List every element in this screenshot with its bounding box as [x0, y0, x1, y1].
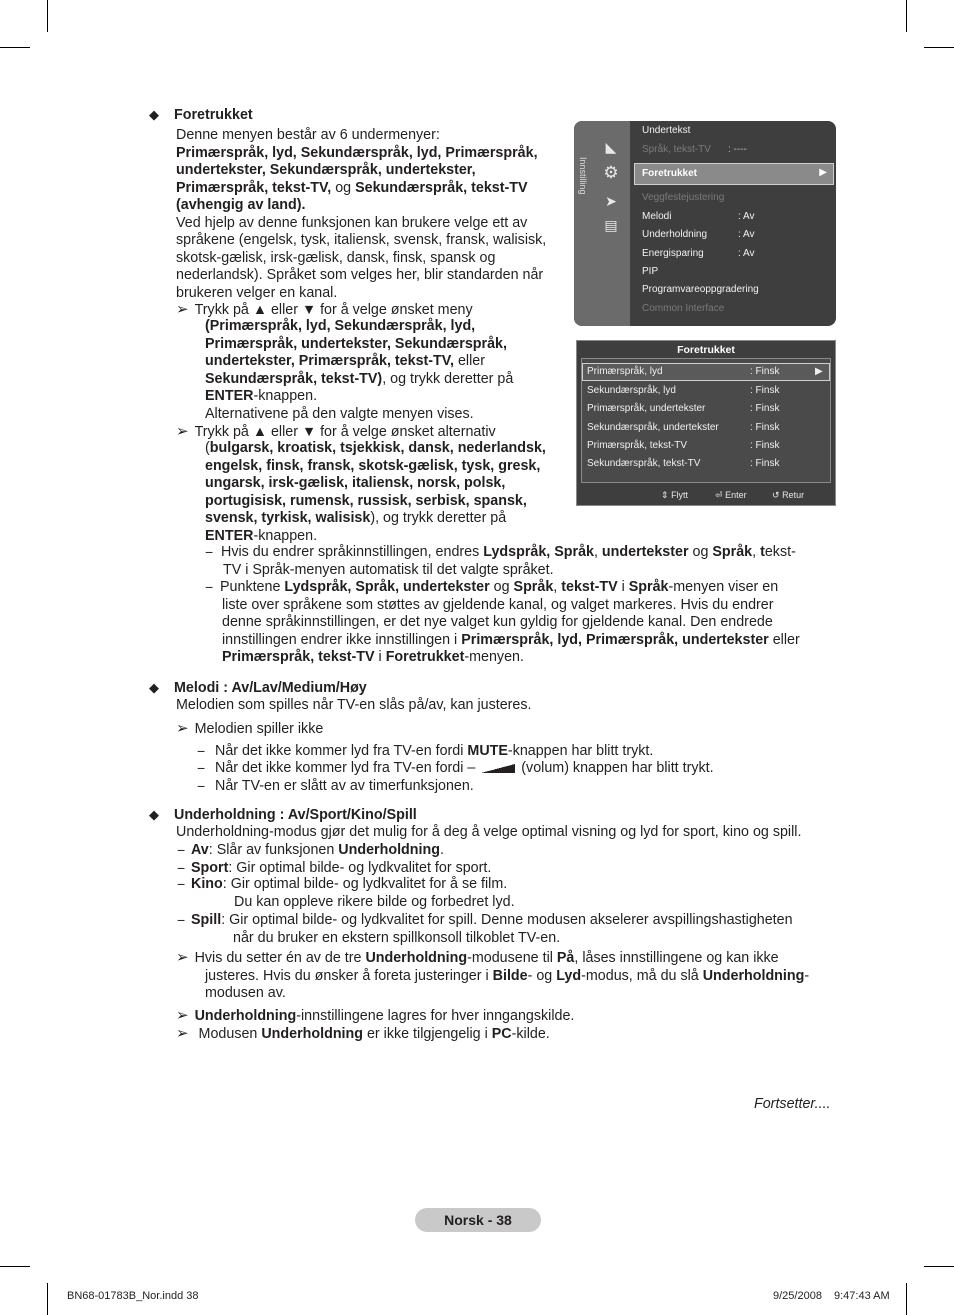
- osd-foretrukket-menu: [576, 340, 836, 506]
- osd-menu-item[interactable]: Programvareoppgradering: [642, 284, 759, 295]
- crop-mark: [924, 1266, 954, 1267]
- updown-icon: ⇕: [661, 490, 669, 500]
- page-number: Norsk - 38: [415, 1208, 541, 1232]
- return-icon: ↺: [772, 490, 780, 500]
- input-icon: ➤: [605, 193, 617, 209]
- dash: −: [177, 842, 186, 858]
- osd-title: Foretrukket: [677, 344, 735, 356]
- bullet-diamond-icon: ◆: [149, 680, 159, 695]
- list-item: Sport: Gir optimal bilde- og lydkvalitet for sport.: [191, 860, 492, 876]
- note-paragraph: ➢ Modusen Underholdning er ikke tilgjengelig i PC-kilde.: [176, 1025, 550, 1042]
- osd-menu-value: : Av: [738, 248, 755, 259]
- paragraph: Punktene Lydspråk, Språk, undertekster og Språk, tekst-TV i Språk-menyen viser en liste over språkene som støttes av gjeldende kanal, og valget markeres. Hvis du endrer denne språkinnstillingen, er det nye valget kun gyldig for gjeldende kanal. Den endrede innstillingen endrer ikke innstillingen i Primærspråk, lyd, Primærspråk, undertekster eller Primærspråk, tekst-TV i Foretrukket-menyen.: [220, 579, 800, 665]
- dash: −: [205, 544, 214, 560]
- note-paragraph: ➢ Trykk på ▲ eller ▼ for å velge ønsket alternativ: [176, 423, 496, 440]
- list-item: Når det ikke kommer lyd fra TV-en fordi MUTE-knappen har blitt trykt.: [215, 743, 654, 759]
- note-paragraph: ➢ Melodien spiller ikke: [176, 720, 324, 737]
- osd-row-value: : Finsk: [750, 440, 780, 451]
- arrow-right-icon: ▶: [819, 167, 827, 178]
- volume-icon: [481, 764, 515, 773]
- osd-menu-item[interactable]: Veggfestejustering: [642, 192, 725, 203]
- bullet-diamond-icon: ◆: [149, 107, 159, 122]
- osd-row-label[interactable]: Sekundærspråk, tekst-TV: [587, 458, 701, 469]
- osd-setup-menu: [574, 121, 836, 326]
- section-heading-melodi: Melodi : Av/Lav/Medium/Høy: [174, 680, 367, 696]
- note-arrow-icon: ➢: [176, 423, 189, 440]
- dash: −: [177, 876, 186, 892]
- note-paragraph: ➢ Hvis du setter én av de tre Underholdning-modusene til På, låses innstillingene og kan ikke justeres. Hvis du ønsker å foreta justeringer i Bilde- og Lyd-modus, må du slå Underholdning- modusen av.: [176, 949, 810, 1001]
- paragraph: Underholdning-modus gjør det mulig for å deg å velge optimal visning og lyd for sport, kino og spill.: [176, 824, 802, 840]
- crop-mark: [0, 47, 30, 48]
- osd-selected-item[interactable]: Foretrukket ▶: [634, 163, 834, 185]
- crop-mark: [47, 1283, 48, 1315]
- footer-file: BN68-01783B_Nor.indd 38: [67, 1290, 199, 1302]
- continued-note: Fortsetter....: [754, 1096, 831, 1112]
- osd-row-value: : Finsk: [750, 458, 780, 469]
- dash: −: [197, 778, 206, 794]
- application-icon: ▤: [604, 217, 618, 233]
- note-arrow-icon: ➢: [176, 1007, 189, 1024]
- enter-hint: ⏎ Enter: [715, 490, 747, 500]
- osd-row-value: : Finsk: [750, 366, 780, 377]
- osd-side-label: Innstilling: [578, 157, 588, 195]
- osd-row-label[interactable]: Sekundærspråk, undertekster: [587, 422, 719, 433]
- section-heading-underholdning: Underholdning : Av/Sport/Kino/Spill: [174, 807, 417, 823]
- note-arrow-icon: ➢: [176, 720, 189, 737]
- osd-menu-item[interactable]: Melodi: [642, 211, 672, 222]
- list-item: Kino: Gir optimal bilde- og lydkvalitet for å se film. Du kan oppleve rikere bilde og forbedret lyd.: [191, 876, 515, 910]
- dash: −: [197, 743, 206, 759]
- crop-mark: [47, 0, 48, 32]
- footer-date: 9/25/2008: [773, 1290, 822, 1302]
- osd-row-value: : Finsk: [750, 422, 780, 433]
- paragraph: Melodien som spilles når TV-en slås på/av, kan justeres.: [176, 697, 532, 713]
- footer-time: 9:47:43 AM: [834, 1290, 890, 1302]
- picture-icon: ◣: [605, 139, 617, 155]
- crop-mark: [0, 1266, 30, 1267]
- osd-row-label[interactable]: Primærspråk, lyd: [587, 366, 663, 377]
- crop-mark: [906, 0, 907, 32]
- dash: −: [177, 860, 186, 876]
- osd-menu-item[interactable]: Språk, tekst-TV: [642, 144, 711, 155]
- note-arrow-icon: ➢: [176, 949, 189, 966]
- osd-row-label[interactable]: Primærspråk, tekst-TV: [587, 440, 688, 451]
- paragraph: Hvis du endrer språkinnstillingen, endres Lydspråk, Språk, undertekster og Språk, tekst- TV i Språk-menyen automatisk til det valgte språket.: [221, 544, 796, 578]
- note-paragraph: ➢ Underholdning-innstillingene lagres for hver inngangskilde.: [176, 1007, 575, 1024]
- osd-menu-value: : Av: [738, 211, 755, 222]
- osd-row-label[interactable]: Sekundærspråk, lyd: [587, 385, 676, 396]
- osd-menu-item[interactable]: Energisparing: [642, 248, 704, 259]
- list-item: Av: Slår av funksjonen Underholdning.: [191, 842, 444, 858]
- list-item: Når det ikke kommer lyd fra TV-en fordi – (volum) knappen har blitt trykt.: [215, 760, 714, 776]
- list-item: Spill: Gir optimal bilde- og lydkvalitet for spill. Denne modusen akselerer avspillingshastigheten når du bruker en ekstern spillkonsoll tilkoblet TV-en.: [191, 912, 793, 946]
- note-arrow-icon: ➢: [176, 1025, 189, 1042]
- osd-row-value: : Finsk: [750, 385, 780, 396]
- paragraph: (Primærspråk, lyd, Sekundærspråk, lyd, Primærspråk, undertekster, Sekundærspråk, undertekster, Primærspråk, tekst-TV, eller Sekundærspråk, tekst-TV), og trykk deretter på ENTER-knappen. Alternativene på den valgte menyen vises.: [205, 318, 514, 422]
- osd-row-value: : Finsk: [750, 403, 780, 414]
- section-heading-foretrukket: Foretrukket: [174, 107, 253, 123]
- arrow-right-icon: ▶: [815, 366, 823, 377]
- move-hint: ⇕ Flytt: [661, 490, 689, 500]
- list-item: Når TV-en er slått av av timerfunksjonen.: [215, 778, 474, 794]
- osd-menu-value: : ----: [728, 144, 747, 155]
- osd-menu-item[interactable]: PIP: [642, 266, 659, 277]
- note-paragraph: ➢ Trykk på ▲ eller ▼ for å velge ønsket meny: [176, 301, 473, 318]
- crop-mark: [906, 1283, 907, 1315]
- osd-row-label[interactable]: Primærspråk, undertekster: [587, 403, 706, 414]
- bullet-diamond-icon: ◆: [149, 807, 159, 822]
- osd-menu-item[interactable]: Common Interface: [642, 303, 725, 314]
- crop-mark: [924, 47, 954, 48]
- osd-menu-item[interactable]: Underholdning: [642, 229, 708, 240]
- osd-menu-item[interactable]: Undertekst: [642, 125, 691, 136]
- osd-menu-value: : Av: [738, 229, 755, 240]
- paragraph: (bulgarsk, kroatisk, tsjekkisk, dansk, nederlandsk, engelsk, finsk, fransk, skotsk-gælisk, tysk, gresk, ungarsk, irsk-gælisk, italiensk, norsk, polsk, portugisisk, rumensk, russisk, serbisk, spansk, svensk, tyrkisk, walisisk), og trykk deretter på ENTER-knappen.: [205, 440, 546, 544]
- paragraph: Denne menyen består av 6 undermenyer: Primærspråk, lyd, Sekundærspråk, lyd, Primærspråk, undertekster, Sekundærspråk, undertekster, Primærspråk, tekst-TV, og Sekundærspråk, tekst-TV (avhengig av land). Ved hjelp av denne funksjonen kan brukere velge ett av språkene (engelsk, tysk, italiensk, svensk, fransk, walisisk, skotsk-gælisk, irsk-gælisk, dansk, finsk, spansk og nederlandsk). Språket som velges her, blir standarden når brukeren velger en kanal.: [176, 127, 547, 301]
- return-hint: ↺ Retur: [772, 490, 805, 500]
- dash: −: [197, 760, 206, 776]
- note-arrow-icon: ➢: [176, 301, 189, 318]
- dash: −: [177, 912, 186, 928]
- enter-icon: ⏎: [715, 490, 723, 500]
- dash: −: [205, 579, 214, 595]
- gear-icon: ⚙: [603, 163, 619, 182]
